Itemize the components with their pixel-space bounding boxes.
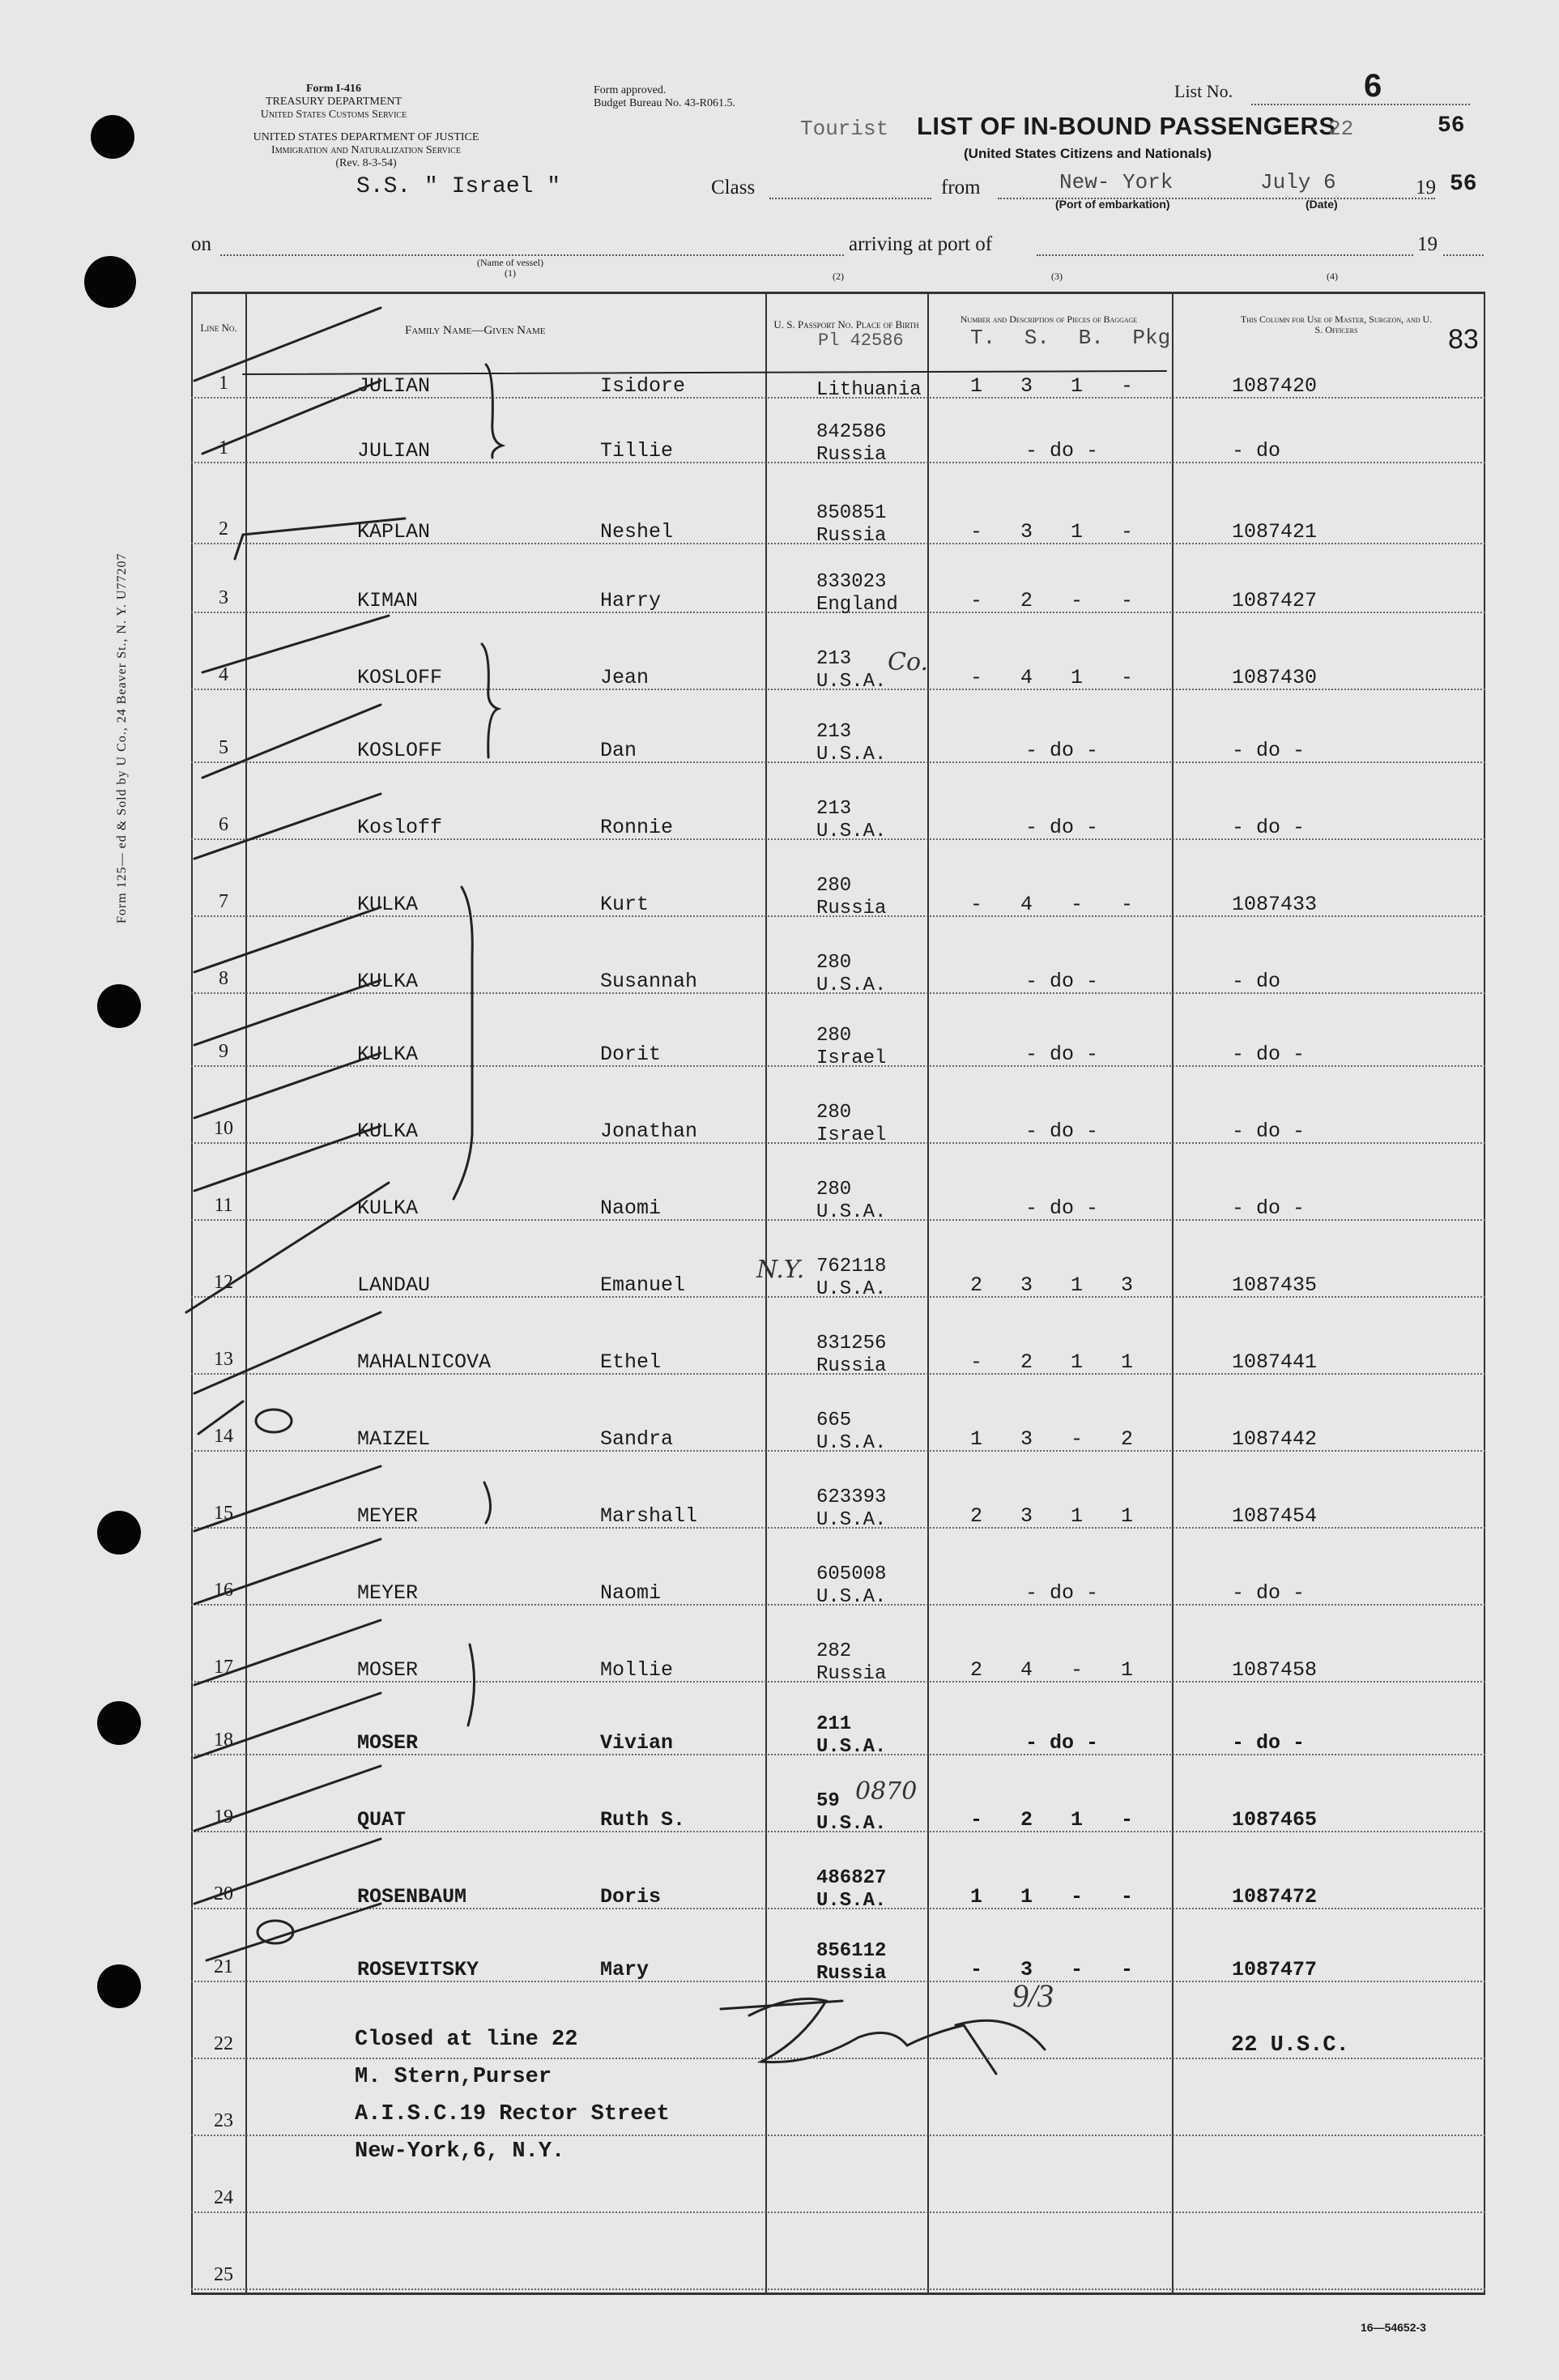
on-label: on	[191, 233, 211, 255]
baggage-count: -	[1121, 1808, 1134, 1832]
birth-place: U.S.A.	[816, 744, 887, 766]
line-number: 12	[214, 1272, 233, 1293]
baggage-count: -	[1121, 1958, 1134, 1981]
passport-number: 213	[816, 798, 852, 820]
family-name: KOSLOFF	[357, 666, 443, 689]
baggage-count: 1	[1020, 1885, 1033, 1909]
birth-place: Lithuania	[816, 379, 922, 401]
passport-number: 280	[816, 952, 852, 974]
given-name: Ethel	[600, 1350, 662, 1374]
form-approved: Form approved.	[594, 84, 667, 96]
margin-print-text: Form 125— ed & Sold by U Co., 24 Beaver St., N. Y. U77207	[115, 552, 129, 923]
family-name: KULKA	[357, 1043, 419, 1066]
given-name: Isidore	[600, 374, 686, 398]
line-number: 20	[214, 1883, 233, 1904]
birth-place: U.S.A.	[816, 1586, 887, 1608]
immigration-service: Immigration and Naturalization Service	[271, 144, 461, 156]
baggage-count: -	[1121, 589, 1134, 612]
line-number: 11	[214, 1195, 233, 1216]
customs-service: United States Customs Service	[260, 109, 407, 121]
column-3-number: (3)	[1051, 271, 1063, 282]
family-name: MOSER	[357, 1658, 419, 1682]
line-number: 6	[219, 814, 228, 835]
table-row	[191, 859, 1485, 935]
birth-place: U.S.A.	[816, 671, 887, 693]
passport-number: 833023	[816, 571, 887, 593]
baggage-count: 1	[970, 1427, 983, 1451]
table-row	[191, 486, 1485, 562]
baggage-count: 1	[1071, 1808, 1084, 1832]
family-name: MEYER	[357, 1504, 419, 1528]
given-name: Jean	[600, 666, 650, 689]
baggage-count: -	[1071, 1885, 1084, 1909]
baggage-count: -	[970, 520, 983, 544]
birth-place: U.S.A.	[816, 1201, 887, 1223]
baggage-count: 1	[1071, 520, 1084, 544]
document-title: LIST OF IN-BOUND PASSENGERS	[917, 112, 1336, 140]
line-number: 3	[219, 587, 228, 608]
given-name: Jonathan	[600, 1120, 698, 1143]
given-name: Naomi	[600, 1196, 662, 1220]
family-name: KULKA	[357, 970, 419, 993]
given-name: Ruth S.	[600, 1808, 686, 1832]
officer-number: 1087420	[1232, 374, 1318, 398]
port-caption: (Port of embarkation)	[1055, 198, 1170, 211]
table-row	[191, 1470, 1485, 1546]
family-name: MOSER	[357, 1731, 419, 1755]
birth-place: Israel	[816, 1047, 887, 1069]
table-row	[191, 1697, 1485, 1773]
baggage-count: 3	[1020, 1273, 1033, 1297]
header-line-no: Line No.	[200, 322, 237, 334]
baggage-count: 1	[1071, 1504, 1084, 1528]
column-1-number: (1)	[505, 267, 516, 279]
line-number: 14	[214, 1426, 233, 1447]
line-number: 19	[214, 1806, 233, 1828]
empty-row	[191, 2232, 1485, 2308]
officer-number: - do -	[1232, 739, 1306, 762]
header-officers: This Column for Use of Master, Surgeon, and U. S. Officers	[1240, 313, 1433, 335]
given-name: Dan	[600, 739, 637, 762]
officer-number: - do -	[1232, 1581, 1306, 1605]
given-name: Mary	[600, 1958, 650, 1981]
passport-number: 762118	[816, 1256, 887, 1277]
budget-bureau: Budget Bureau No. 43-R061.5.	[594, 97, 735, 109]
baggage-count: -	[1071, 1958, 1084, 1981]
table-top-border	[191, 292, 1485, 294]
punch-hole	[97, 984, 141, 1028]
given-name: Naomi	[600, 1581, 662, 1605]
baggage-count: 1	[970, 1885, 983, 1909]
officer-number: 1087435	[1232, 1273, 1318, 1297]
baggage-ditto: - do -	[1025, 1731, 1099, 1755]
baggage-count: 3	[1020, 520, 1033, 544]
officer-number: 1087433	[1232, 893, 1318, 916]
baggage-ditto: - do -	[1025, 1196, 1099, 1220]
line-number: 2	[219, 518, 228, 540]
officer-number: - do -	[1232, 816, 1306, 839]
form-number: Form I-416	[305, 83, 362, 95]
handwritten-note: Co.	[888, 648, 929, 676]
punch-hole	[97, 1964, 141, 2008]
given-name: Tillie	[600, 439, 674, 463]
passport-number: 213	[816, 648, 852, 670]
passport-number: 280	[816, 875, 852, 897]
birth-place: Russia	[816, 1963, 887, 1985]
line-number: 9	[219, 1041, 228, 1062]
usc-note: 22 U.S.C.	[1231, 2033, 1349, 2058]
passport-number: 280	[816, 1102, 852, 1124]
family-name: QUAT	[357, 1808, 407, 1832]
line-number: 24	[214, 2187, 233, 2208]
line-number: 8	[219, 968, 228, 989]
line-number: 4	[219, 664, 228, 685]
punch-hole	[97, 1701, 141, 1745]
header-baggage: Number and Description of Pieces of Baggage	[960, 313, 1138, 325]
line-number: 18	[214, 1730, 233, 1751]
passport-number: 605008	[816, 1563, 887, 1585]
treasury-department: TREASURY DEPARTMENT	[265, 96, 403, 108]
baggage-count: 3	[1020, 1427, 1033, 1451]
line-number: 13	[214, 1349, 233, 1370]
from-label: from	[941, 177, 981, 198]
date-caption: (Date)	[1306, 198, 1338, 211]
vessel-name: S.S. " Israel "	[356, 174, 561, 199]
embarkation-port: New- York	[1059, 170, 1174, 194]
officer-number: 1087427	[1232, 589, 1318, 612]
vessel-caption-text: (Name of vessel)	[477, 257, 543, 268]
baggage-count: 2	[1121, 1427, 1134, 1451]
birth-place: U.S.A.	[816, 1736, 887, 1758]
table-row	[191, 555, 1485, 631]
baggage-count: 2	[1020, 1808, 1033, 1832]
column-2-number: (2)	[833, 271, 844, 282]
empty-row	[191, 2078, 1485, 2154]
officer-number: 1087421	[1232, 520, 1318, 544]
officer-number: 1087442	[1232, 1427, 1318, 1451]
birth-place: Russia	[816, 525, 887, 547]
table-row	[191, 632, 1485, 708]
baggage-count: 3	[1020, 1504, 1033, 1528]
baggage-count: 1	[1071, 666, 1084, 689]
arriving-label: arriving at port of	[849, 233, 993, 255]
baggage-count: -	[1071, 1427, 1084, 1451]
stamp-year-top: 56	[1438, 113, 1465, 139]
table-row	[191, 1009, 1485, 1085]
baggage-count: -	[970, 589, 983, 612]
family-name: Kosloff	[357, 816, 443, 839]
birth-place: U.S.A.	[816, 1278, 887, 1300]
line-number: 16	[214, 1580, 233, 1601]
baggage-count: 4	[1020, 666, 1033, 689]
baggage-ditto: - do -	[1025, 970, 1099, 993]
officer-number: 1087441	[1232, 1350, 1318, 1374]
purser-name: M. Stern,Purser	[355, 2065, 552, 2089]
punch-hole	[84, 256, 136, 308]
passport-number: 665	[816, 1410, 852, 1431]
baggage-ditto: - do -	[1025, 1043, 1099, 1066]
baggage-count: -	[1071, 893, 1084, 916]
passenger-count-note: 83	[1448, 324, 1479, 355]
officer-number: 1087454	[1232, 1504, 1318, 1528]
baggage-count: 2	[1020, 1350, 1033, 1374]
justice-department: UNITED STATES DEPARTMENT OF JUSTICE	[253, 131, 479, 143]
baggage-count: -	[1121, 1885, 1134, 1909]
line-number: 5	[219, 737, 228, 758]
table-row	[191, 705, 1485, 781]
list-no-value: 6	[1364, 68, 1382, 104]
birth-place: Israel	[816, 1124, 887, 1146]
empty-row	[191, 2155, 1485, 2231]
given-name: Dorit	[600, 1043, 662, 1066]
baggage-ditto: - do -	[1025, 439, 1099, 463]
table-row	[191, 405, 1485, 481]
footer-code: 16—54652-3	[1361, 2321, 1426, 2334]
given-name: Vivian	[600, 1731, 674, 1755]
family-name: MAHALNICOVA	[357, 1350, 492, 1374]
family-name: LANDAU	[357, 1273, 431, 1297]
officer-number: 1087458	[1232, 1658, 1318, 1682]
year-suffix: 56	[1450, 172, 1477, 197]
passport-number: 831256	[816, 1333, 887, 1354]
table-row	[191, 1316, 1485, 1393]
table-row	[191, 1162, 1485, 1239]
baggage-count: 4	[1020, 893, 1033, 916]
baggage-count: 1	[1121, 1350, 1134, 1374]
given-name: Emanuel	[600, 1273, 686, 1297]
table-row	[191, 1086, 1485, 1162]
birth-place: U.S.A.	[816, 975, 887, 996]
baggage-count: -	[1121, 520, 1134, 544]
baggage-count: -	[1121, 666, 1134, 689]
baggage-count: 3	[1020, 1958, 1033, 1981]
officer-number: - do	[1232, 439, 1281, 463]
baggage-count: 1	[970, 374, 983, 398]
baggage-count: 3	[1121, 1273, 1134, 1297]
family-name: KULKA	[357, 893, 419, 916]
birth-place: U.S.A.	[816, 1432, 887, 1454]
table-row	[191, 936, 1485, 1012]
line-number: 17	[214, 1657, 233, 1678]
passport-number: 856112	[816, 1940, 887, 1962]
baggage-count: -	[1071, 1658, 1084, 1682]
class-label: Class	[711, 177, 756, 198]
table-row	[191, 1851, 1485, 1927]
tourist-stamp: Tourist	[800, 117, 889, 141]
family-name: JULIAN	[357, 374, 431, 398]
form-header-left	[180, 83, 488, 122]
baggage-count: 1	[1071, 1273, 1084, 1297]
baggage-count: -	[970, 893, 983, 916]
baggage-count: -	[970, 1808, 983, 1832]
family-name: ROSEVITSKY	[357, 1958, 479, 1981]
line-number: 1	[219, 437, 228, 459]
form-header-justice	[180, 131, 552, 170]
birth-place: U.S.A.	[816, 1890, 887, 1912]
punch-hole	[97, 1511, 141, 1555]
passport-number: 282	[816, 1640, 852, 1662]
given-name: Ronnie	[600, 816, 674, 839]
given-name: Susannah	[600, 970, 698, 993]
baggage-count: 1	[1071, 1350, 1084, 1374]
family-name: KAPLAN	[357, 520, 431, 544]
baggage-count: -	[970, 1958, 983, 1981]
baggage-count: 1	[1071, 374, 1084, 398]
family-name: KULKA	[357, 1196, 419, 1220]
family-name: KOSLOFF	[357, 739, 443, 762]
officer-number: - do -	[1232, 1196, 1306, 1220]
line-number: 7	[219, 891, 228, 912]
table-row	[191, 1393, 1485, 1469]
empty-row	[191, 2001, 1485, 2077]
line-number: 25	[214, 2264, 233, 2285]
agent-address: A.I.S.C.19 Rector Street	[355, 2102, 670, 2126]
baggage-count: 2	[970, 1273, 983, 1297]
baggage-count: -	[1121, 374, 1134, 398]
officer-number: - do -	[1232, 1731, 1306, 1755]
passport-number: 213	[816, 721, 852, 743]
passport-number: 623393	[816, 1486, 887, 1508]
punch-hole	[91, 115, 134, 159]
given-name: Doris	[600, 1885, 662, 1909]
baggage-count: 1	[1121, 1504, 1134, 1528]
birth-place: Russia	[816, 1663, 887, 1685]
birth-place: U.S.A.	[816, 1509, 887, 1531]
table-row	[191, 782, 1485, 858]
year-prefix: 19	[1416, 177, 1436, 198]
baggage-subheader: T. S. B. Pkg	[970, 326, 1171, 350]
given-name: Harry	[600, 589, 662, 612]
family-name: ROSENBAUM	[357, 1885, 467, 1909]
handwritten-note: N.Y.	[756, 1256, 805, 1284]
passport-number: 850851	[816, 502, 887, 524]
officer-number: 1087472	[1232, 1885, 1318, 1909]
baggage-ditto: - do -	[1025, 816, 1099, 839]
given-name: Sandra	[600, 1427, 674, 1451]
arrive-year: 19	[1417, 233, 1438, 255]
baggage-ditto: - do -	[1025, 739, 1099, 762]
officer-number: - do	[1232, 970, 1281, 993]
line-number: 23	[214, 2110, 233, 2131]
baggage-count: 2	[970, 1658, 983, 1682]
passport-header-handwriting: Pl 42586	[818, 331, 904, 351]
baggage-count: -	[970, 1350, 983, 1374]
given-name: Kurt	[600, 893, 650, 916]
birth-place: U.S.A.	[816, 1813, 887, 1835]
table-row	[191, 1924, 1485, 2000]
birth-place: England	[816, 594, 898, 616]
handwritten-initials: 9/3	[1012, 1977, 1054, 2014]
family-name: MAIZEL	[357, 1427, 431, 1451]
baggage-ditto: - do -	[1025, 1120, 1099, 1143]
agent-city: New-York,6, N.Y.	[355, 2139, 565, 2164]
family-name: KIMAN	[357, 589, 419, 612]
stamp-suffix: 22	[1328, 117, 1354, 141]
passport-number: 486827	[816, 1867, 887, 1889]
birth-place: U.S.A.	[816, 821, 887, 842]
given-name: Mollie	[600, 1658, 674, 1682]
baggage-count: 4	[1020, 1658, 1033, 1682]
table-row	[191, 1624, 1485, 1700]
family-name: MEYER	[357, 1581, 419, 1605]
header-passport: U. S. Passport No. Place of Birth	[773, 318, 919, 331]
approval-block	[594, 84, 735, 110]
closing-line: Closed at line 22	[355, 2028, 578, 2052]
baggage-count: -	[970, 666, 983, 689]
passport-number: 280	[816, 1025, 852, 1047]
officer-number: 1087477	[1232, 1958, 1318, 1981]
list-no-label: List No.	[1174, 81, 1233, 101]
line-number: 10	[214, 1118, 233, 1139]
officer-number: 1087430	[1232, 666, 1318, 689]
birth-place: Russia	[816, 1355, 887, 1377]
line-number: 22	[214, 2033, 233, 2054]
passport-number: 211	[816, 1713, 852, 1735]
table-row	[191, 1239, 1485, 1316]
vessel-caption	[454, 258, 567, 279]
officer-number: - do -	[1232, 1043, 1306, 1066]
baggage-count: 1	[1121, 1658, 1134, 1682]
handwritten-note: 0870	[855, 1777, 918, 1806]
baggage-ditto: - do -	[1025, 1581, 1099, 1605]
table-row	[191, 1547, 1485, 1623]
given-name: Marshall	[600, 1504, 698, 1528]
birth-place: Russia	[816, 898, 887, 919]
officer-number: 1087465	[1232, 1808, 1318, 1832]
document-subtitle: (United States Citizens and Nationals)	[964, 146, 1212, 161]
family-name: KULKA	[357, 1120, 419, 1143]
passport-number: 280	[816, 1179, 852, 1201]
column-4-number: (4)	[1327, 271, 1338, 282]
passport-number: 59	[816, 1790, 840, 1812]
header-name: Family Name—Given Name	[405, 324, 546, 337]
baggage-count: 2	[1020, 589, 1033, 612]
embarkation-date: July 6	[1260, 170, 1336, 194]
passport-number: 842586	[816, 421, 887, 443]
table-row	[191, 1774, 1485, 1850]
line-number: 15	[214, 1503, 233, 1524]
given-name: Neshel	[600, 520, 674, 544]
line-number: 1	[219, 373, 228, 394]
baggage-count: -	[1121, 893, 1134, 916]
baggage-count: -	[1071, 589, 1084, 612]
form-revision: (Rev. 8-3-54)	[335, 157, 397, 169]
baggage-count: 2	[970, 1504, 983, 1528]
officer-number: - do -	[1232, 1120, 1306, 1143]
birth-place: Russia	[816, 444, 887, 466]
line-number: 21	[214, 1956, 233, 1977]
family-name: JULIAN	[357, 439, 431, 463]
baggage-count: 3	[1020, 374, 1033, 398]
